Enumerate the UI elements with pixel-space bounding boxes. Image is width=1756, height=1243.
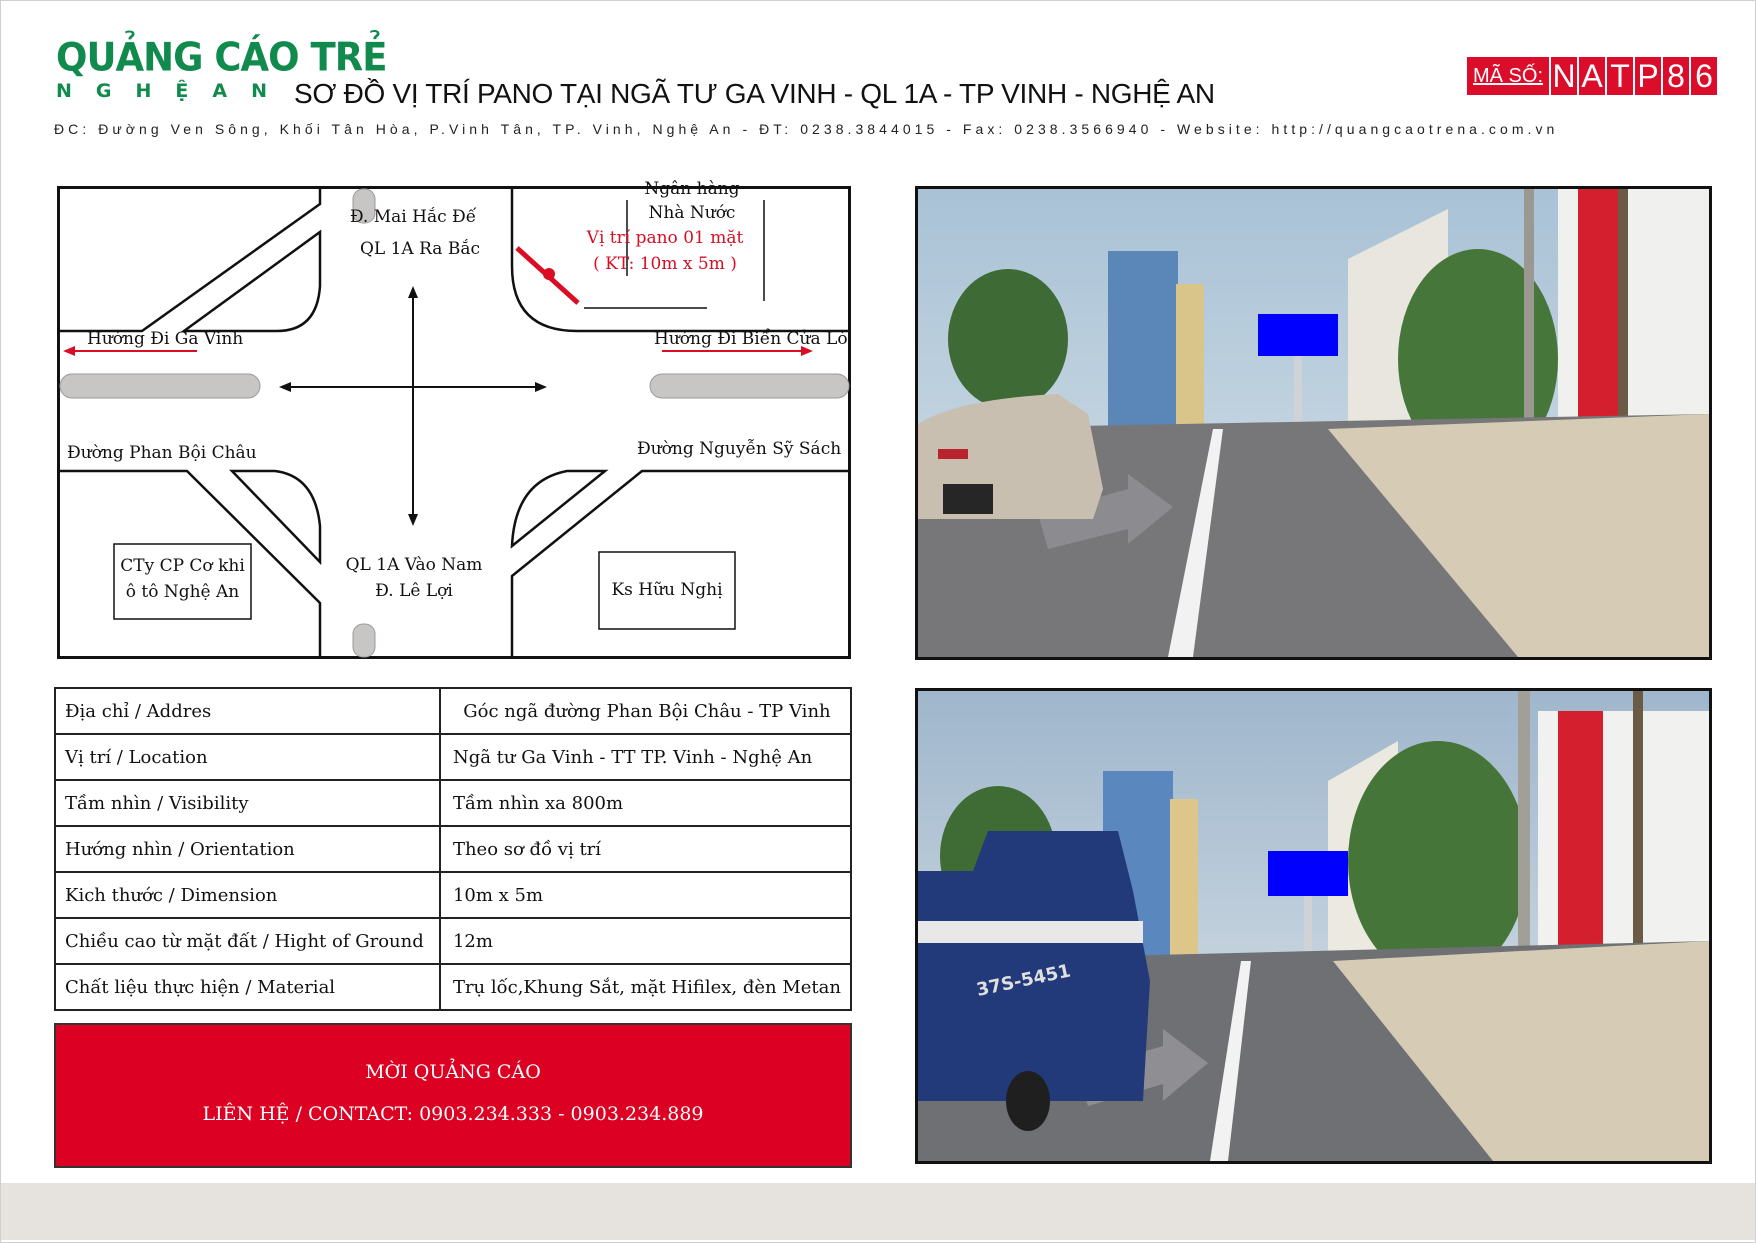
label-company-2: ô tô Nghệ An [125, 582, 240, 602]
footer-band [1, 1183, 1755, 1240]
spec-value: Theo sơ đồ vị trí [440, 826, 851, 872]
median-east [650, 374, 849, 398]
company-logo [56, 34, 387, 102]
table-row [55, 734, 851, 780]
spec-label: Chất liệu thực hiện / Material [55, 964, 440, 1010]
code-char: 8 [1663, 57, 1689, 95]
label-pano-1: Vị trí pano 01 mặt [586, 228, 744, 248]
page-title: SƠ ĐỒ VỊ TRÍ PANO TẠI NGÃ TƯ GA VINH - QL 1A - TP VINH - NGHỆ AN [294, 78, 1215, 109]
spec-label: Hướng nhìn / Orientation [55, 826, 440, 872]
spec-value: Tầm nhìn xa 800m [440, 780, 851, 826]
table-row [55, 918, 851, 964]
spec-table [54, 687, 852, 1011]
logo-main-text: QUẢNG CÁO TRẺ [56, 34, 387, 81]
contact-phone-line: LIÊN HỆ / CONTACT: 0903.234.333 - 0903.234.889 [202, 1103, 704, 1125]
table-row [55, 964, 851, 1010]
label-pano-2: ( KT: 10m x 5m ) [593, 254, 737, 274]
code-char: N [1552, 57, 1576, 94]
truck-plate: 37S-5451 [974, 960, 1073, 1001]
contact-title: MỜI QUẢNG CÁO [365, 1061, 541, 1083]
label-north-road: Đ. Mai Hắc Đế [349, 207, 477, 227]
label-east-direction: Hướng Đi Biển Cửa Lò [654, 329, 848, 349]
truck-cargo [918, 921, 1143, 943]
median-south [353, 624, 375, 657]
contact-banner [54, 1023, 852, 1168]
site-photo-2-scene [918, 691, 1709, 1161]
code-char: 6 [1691, 57, 1717, 95]
label-south-road: Đ. Lê Lợi [375, 581, 453, 601]
spec-label: Tầm nhìn / Visibility [55, 780, 440, 826]
table-row [55, 780, 851, 826]
car-taillight [938, 449, 968, 459]
median-west [60, 374, 260, 398]
label-south-direction: QL 1A Vào Nam [345, 555, 483, 575]
site-photo-1 [915, 186, 1712, 660]
table-row [55, 872, 851, 918]
billboard-blue [1268, 851, 1348, 896]
tower-yellow [1176, 284, 1204, 434]
truck-body [918, 831, 1150, 1101]
code-label: MÃ SỐ: [1467, 57, 1549, 95]
red-pillar [1578, 189, 1618, 434]
code-char: A [1579, 57, 1605, 95]
label-hotel: Ks Hữu Nghị [611, 580, 723, 600]
tower-yellow [1170, 799, 1198, 959]
site-photo-1-scene [918, 189, 1709, 657]
logo-sub-text: NGHỆAN [56, 80, 291, 102]
truck-wheel [1006, 1071, 1050, 1131]
company-address: ĐC: Đường Ven Sông, Khối Tân Hòa, P.Vinh Tân, TP. Vinh, Nghệ An - ĐT: 0238.3844015 - Fax: 0238.3566940 - Website: http://quangcaotrena.com.vn [54, 121, 1559, 137]
spec-label: Chiều cao từ mặt đất / Hight of Ground [55, 918, 440, 964]
spec-label: Vị trí / Location [55, 734, 440, 780]
location-diagram [57, 179, 851, 659]
billboard-blue [1258, 314, 1338, 356]
spec-label: Địa chỉ / Addres [55, 688, 440, 734]
pano-marker-dot [543, 268, 555, 280]
spec-value: 10m x 5m [440, 872, 851, 918]
label-company-1: CTy CP Cơ khi [120, 556, 245, 576]
label-bank-1: Ngân hàng [644, 179, 740, 199]
label-east-road: Đường Nguyễn Sỹ Sách [637, 439, 842, 459]
tree-left [948, 269, 1068, 409]
code-badge [1467, 57, 1717, 95]
red-pillar [1558, 711, 1603, 981]
table-row [55, 826, 851, 872]
tree-right [1348, 741, 1528, 981]
spec-label: Kich thước / Dimension [55, 872, 440, 918]
billboard-pole [1294, 356, 1302, 426]
car-wheel [943, 484, 993, 514]
label-bank-2: Nhà Nước [648, 203, 736, 223]
label-north-direction: QL 1A Ra Bắc [359, 239, 480, 259]
label-west-road: Đường Phan Bội Châu [67, 443, 257, 463]
code-char: T [1607, 57, 1633, 95]
site-photo-2 [915, 688, 1712, 1164]
spec-value: 12m [440, 918, 851, 964]
spec-value: Ngã tư Ga Vinh - TT TP. Vinh - Nghệ An [440, 734, 851, 780]
spec-value: Trụ lốc,Khung Sắt, mặt Hifilex, đèn Metan [440, 964, 851, 1010]
code-char: P [1635, 57, 1661, 95]
spec-value: Góc ngã đường Phan Bội Châu - TP Vinh [440, 688, 851, 734]
tower-blue [1108, 251, 1178, 431]
label-west-direction: Hướng Đi Ga Vinh [87, 329, 244, 349]
table-row [55, 688, 851, 734]
